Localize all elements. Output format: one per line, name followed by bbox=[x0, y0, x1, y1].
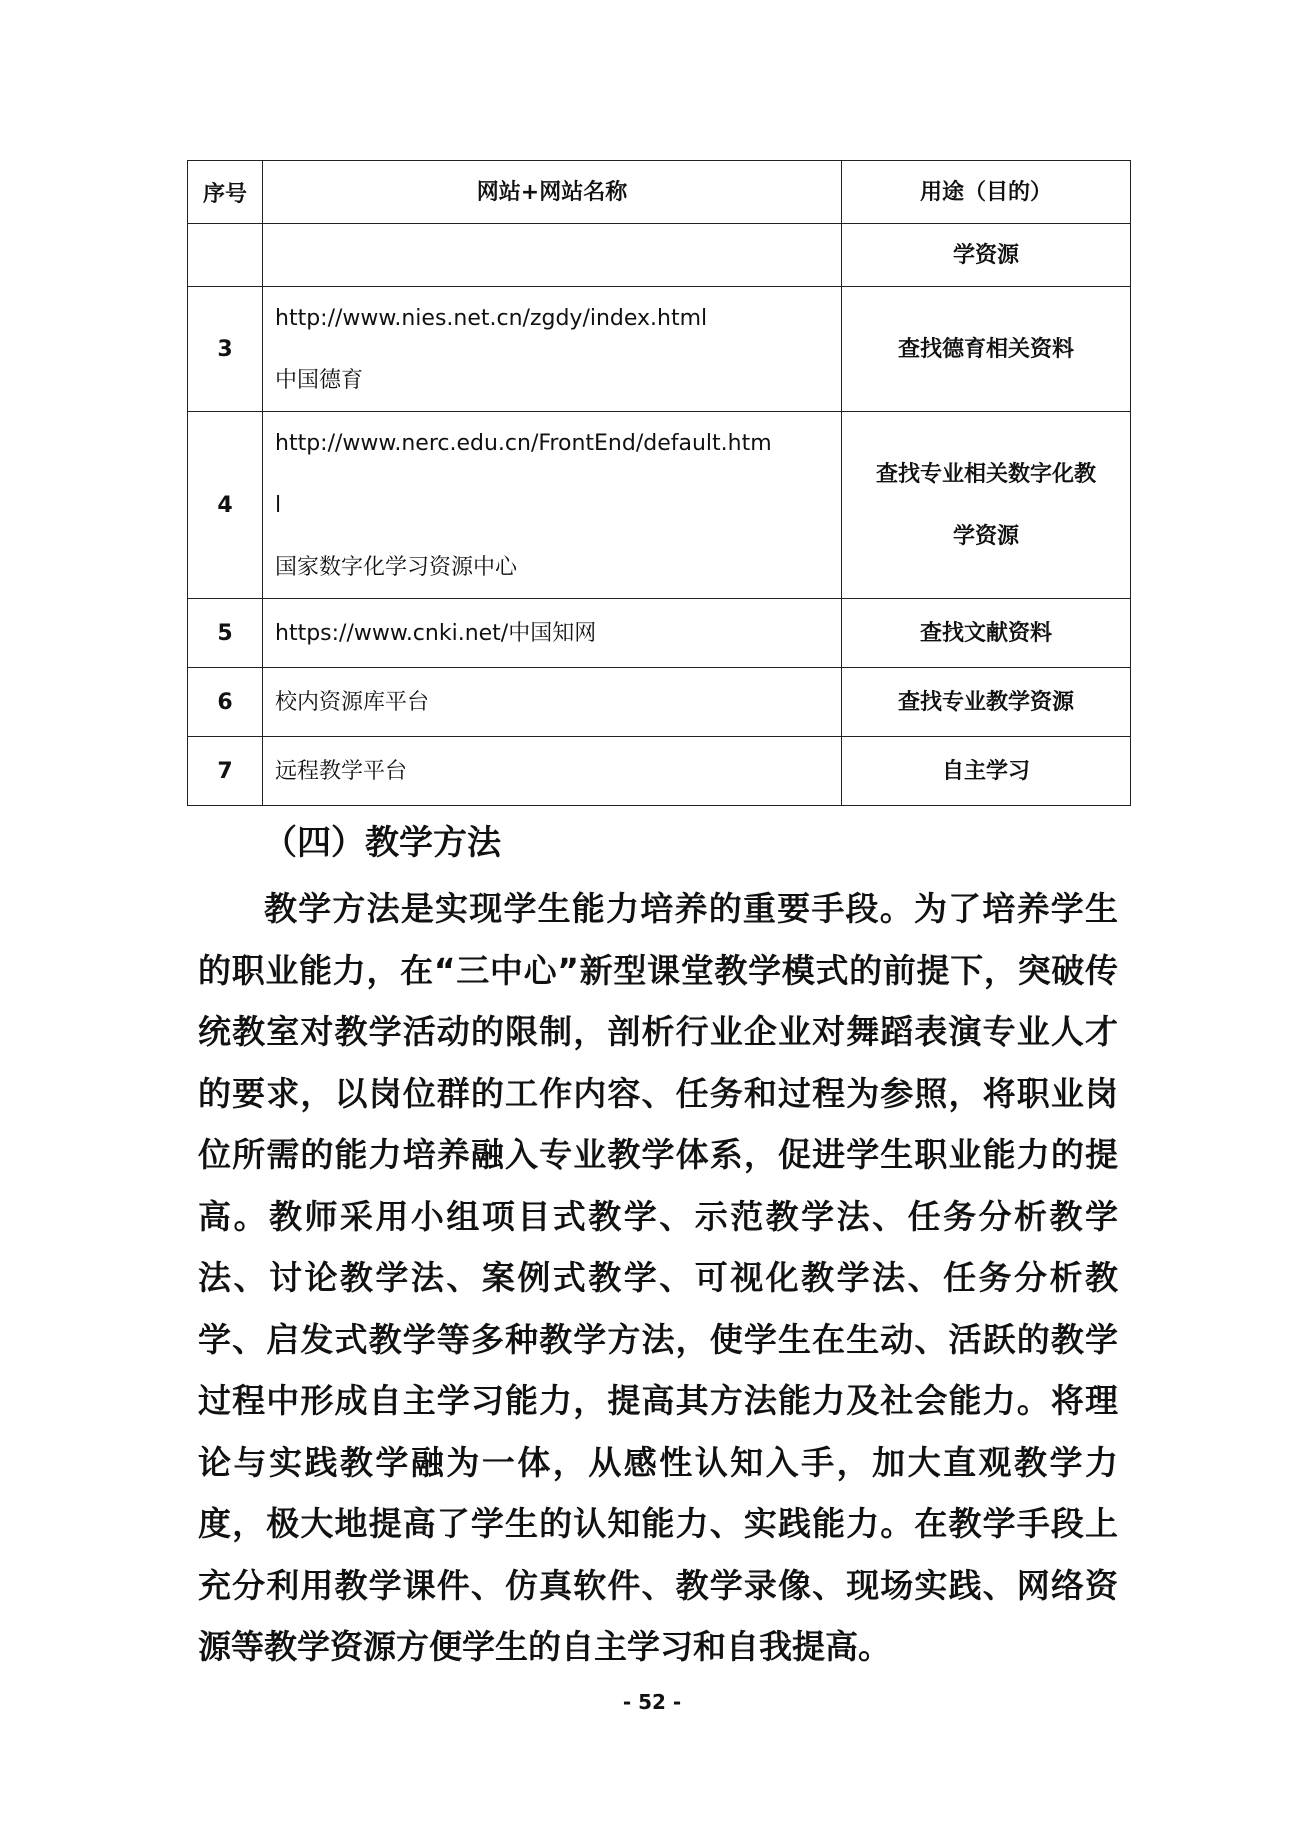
header-serial-number: 序号 bbox=[188, 161, 263, 224]
row-purpose bbox=[842, 412, 1131, 599]
website-name: 远程教学平台 bbox=[275, 758, 408, 784]
website-url-continuation[interactable]: l bbox=[275, 492, 282, 518]
row-website bbox=[263, 668, 842, 737]
section-heading: （四）教学方法 bbox=[263, 823, 501, 863]
row-number: 3 bbox=[188, 287, 263, 412]
table-row bbox=[188, 668, 1131, 737]
row-website bbox=[263, 224, 842, 287]
table-row bbox=[188, 287, 1131, 412]
row-number: 5 bbox=[188, 599, 263, 668]
row-website bbox=[263, 412, 842, 599]
purpose-line: 学资源 bbox=[952, 523, 1019, 549]
purpose-line: 学资源 bbox=[952, 242, 1019, 268]
row-number: 7 bbox=[188, 737, 263, 806]
row-purpose bbox=[842, 737, 1131, 806]
website-resource-table bbox=[187, 160, 1131, 806]
table-row bbox=[188, 599, 1131, 668]
website-name: 校内资源库平台 bbox=[275, 689, 430, 715]
row-number: 4 bbox=[188, 412, 263, 599]
website-url[interactable]: https://www.cnki.net/中国知网 bbox=[275, 620, 597, 646]
row-website bbox=[263, 737, 842, 806]
table-row bbox=[188, 737, 1131, 806]
row-purpose bbox=[842, 224, 1131, 287]
row-purpose bbox=[842, 668, 1131, 737]
table-row bbox=[188, 224, 1131, 287]
table-header-row bbox=[188, 161, 1131, 224]
row-number bbox=[188, 224, 263, 287]
purpose-line: 查找德育相关资料 bbox=[897, 336, 1074, 362]
purpose-line: 自主学习 bbox=[941, 758, 1030, 784]
table-row bbox=[188, 412, 1131, 599]
header-purpose: 用途（目的） bbox=[842, 161, 1131, 224]
row-purpose bbox=[842, 287, 1131, 412]
row-website bbox=[263, 599, 842, 668]
purpose-line: 查找专业相关数字化教 bbox=[875, 461, 1096, 487]
website-name: 国家数字化学习资源中心 bbox=[275, 554, 518, 580]
website-url[interactable]: http://www.nies.net.cn/zgdy/index.html bbox=[275, 305, 708, 331]
page-number: - 52 - bbox=[622, 1690, 682, 1714]
row-purpose bbox=[842, 599, 1131, 668]
purpose-line: 查找文献资料 bbox=[919, 620, 1052, 646]
purpose-line: 查找专业教学资源 bbox=[897, 689, 1074, 715]
body-paragraph: 教学方法是实现学生能力培养的重要手段。为了培养学生的职业能力，在“三中心”新型课堂教学模式的前提下，突破传统教室对教学活动的限制，剖析行业企业对舞蹈表演专业人才的要求，以岗位群的工作内容、任务和过程为参照，将职业岗位所需的能力培养融入专业教学体系，促进学生职业能力的提高。教师采用小组项目式教学、示范教学法、任务分析教学法、讨论教学法、案例式教学、可视化教学法、任务分析教学、启发式教学等多种教学方法，使学生在生动、活跃的教学过程中形成自主学习能力，提高其方法能力及社会能力。将理论与实践教学融为一体，从感性认知入手，加大直观教学力度，极大地提高了学生的认知能力、实践能力。在教学手段上充分利用教学课件、仿真软件、教学录像、现场实践、网络资源等教学资源方便学生的自主学习和自我提高。 bbox=[198, 889, 1118, 1666]
row-number: 6 bbox=[188, 668, 263, 737]
website-name: 中国德育 bbox=[275, 367, 364, 393]
row-website bbox=[263, 287, 842, 412]
website-url[interactable]: http://www.nerc.edu.cn/FrontEnd/default.htm bbox=[275, 430, 772, 456]
header-website-name: 网站+网站名称 bbox=[263, 161, 842, 224]
